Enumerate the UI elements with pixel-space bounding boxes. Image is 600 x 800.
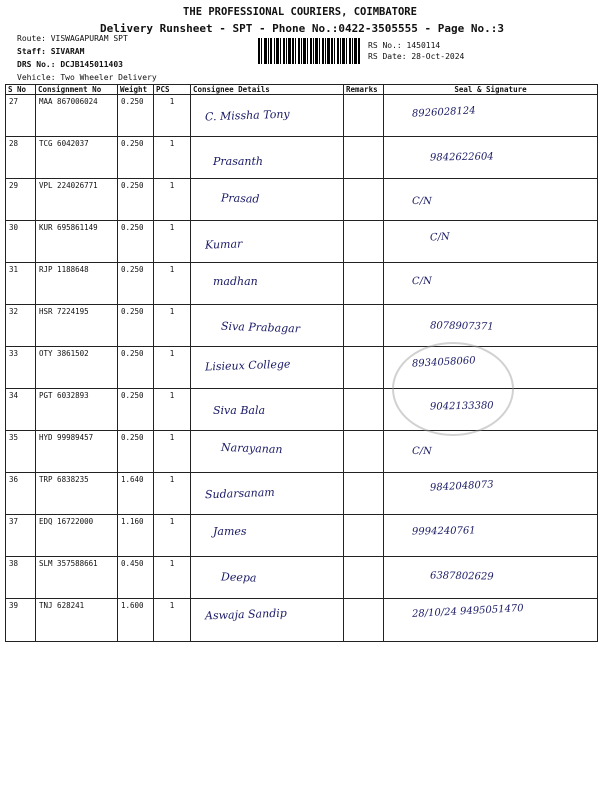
staff-label: Staff: SIVARAM <box>17 47 85 56</box>
row-consignment-no: HYD 99989457 <box>36 431 118 473</box>
table-row <box>6 305 598 347</box>
row-sno: 29 <box>6 179 36 221</box>
handwritten-consignee-name: Prasanth <box>213 154 264 168</box>
col-header-signature: Seal & Signature <box>384 85 598 95</box>
courier-seal-stamp <box>392 342 514 436</box>
row-remarks <box>344 431 384 473</box>
row-sno: 38 <box>6 557 36 599</box>
handwritten-signature: 9842622604 <box>429 151 494 164</box>
row-sno: 39 <box>6 599 36 642</box>
row-sno: 27 <box>6 95 36 137</box>
row-pcs: 1 <box>154 263 191 305</box>
runsheet-table <box>5 84 598 642</box>
handwritten-signature: C/N <box>411 445 432 457</box>
row-consignee-details <box>191 263 344 305</box>
row-pcs: 1 <box>154 179 191 221</box>
table-header-row <box>6 85 598 95</box>
row-remarks <box>344 95 384 137</box>
row-consignee-details <box>191 179 344 221</box>
handwritten-consignee-name: Sudarsanam <box>204 486 275 502</box>
row-sno: 37 <box>6 515 36 557</box>
row-weight: 0.250 <box>118 137 154 179</box>
handwritten-consignee-name: Aswaja Sandip <box>204 606 288 623</box>
row-weight: 0.250 <box>118 179 154 221</box>
row-consignment-no: KUR 695861149 <box>36 221 118 263</box>
handwritten-consignee-name: Deepa <box>220 569 257 585</box>
table-row <box>6 473 598 515</box>
row-sno: 28 <box>6 137 36 179</box>
row-sno: 36 <box>6 473 36 515</box>
row-consignee-details <box>191 599 344 642</box>
handwritten-consignee-name: Lisieux College <box>204 357 291 374</box>
table-row <box>6 137 598 179</box>
row-remarks <box>344 221 384 263</box>
row-signature <box>384 515 598 557</box>
row-pcs: 1 <box>154 305 191 347</box>
row-signature <box>384 305 598 347</box>
col-header-weight: Weight <box>118 85 154 95</box>
row-signature <box>384 95 598 137</box>
row-remarks <box>344 515 384 557</box>
row-sno: 33 <box>6 347 36 389</box>
table-row <box>6 221 598 263</box>
handwritten-signature: 9842048073 <box>429 479 494 495</box>
row-pcs: 1 <box>154 389 191 431</box>
table-row <box>6 95 598 137</box>
row-consignee-details <box>191 389 344 431</box>
row-consignment-no: TNJ 628241 <box>36 599 118 642</box>
table-row <box>6 599 598 642</box>
table-row <box>6 515 598 557</box>
row-remarks <box>344 473 384 515</box>
row-weight: 0.250 <box>118 95 154 137</box>
table-row <box>6 263 598 305</box>
row-signature <box>384 221 598 263</box>
col-header-sno: S No <box>6 85 36 95</box>
col-header-pcs: PCS <box>154 85 191 95</box>
row-consignee-details <box>191 95 344 137</box>
handwritten-signature: 9042133380 <box>429 400 494 413</box>
row-sno: 30 <box>6 221 36 263</box>
route-label: Route: VISWAGAPURAM SPT <box>17 34 128 43</box>
handwritten-consignee-name: Prasad <box>220 191 260 206</box>
row-pcs: 1 <box>154 95 191 137</box>
table-row <box>6 431 598 473</box>
handwritten-consignee-name: Siva Bala <box>213 404 266 418</box>
handwritten-signature: 6387802629 <box>429 570 494 583</box>
handwritten-consignee-name: C. Missha Tony <box>204 107 290 124</box>
handwritten-consignee-name: madhan <box>213 275 258 289</box>
row-signature <box>384 473 598 515</box>
row-sno: 32 <box>6 305 36 347</box>
row-pcs: 1 <box>154 473 191 515</box>
row-remarks <box>344 179 384 221</box>
row-signature <box>384 599 598 642</box>
row-remarks <box>344 557 384 599</box>
col-header-consignment: Consignment No <box>36 85 118 95</box>
handwritten-signature: 8078907371 <box>429 320 494 333</box>
row-signature <box>384 431 598 473</box>
row-weight: 0.250 <box>118 347 154 389</box>
row-consignment-no: OTY 3861502 <box>36 347 118 389</box>
rs-date: RS Date: 28-Oct-2024 <box>368 52 465 61</box>
row-consignee-details <box>191 137 344 179</box>
company-title: THE PROFESSIONAL COURIERS, COIMBATORE <box>183 6 417 18</box>
row-consignment-no: TRP 6838235 <box>36 473 118 515</box>
row-weight: 1.600 <box>118 599 154 642</box>
row-pcs: 1 <box>154 431 191 473</box>
row-signature <box>384 263 598 305</box>
rs-number: RS No.: 1450114 <box>368 41 441 50</box>
handwritten-signature: 8926028124 <box>411 105 476 120</box>
handwritten-signature: C/N <box>429 231 451 244</box>
row-consignment-no: HSR 7224195 <box>36 305 118 347</box>
row-remarks <box>344 263 384 305</box>
row-pcs: 1 <box>154 599 191 642</box>
row-consignment-no: VPL 224026771 <box>36 179 118 221</box>
row-consignee-details <box>191 347 344 389</box>
row-consignment-no: PGT 6032893 <box>36 389 118 431</box>
row-weight: 0.250 <box>118 221 154 263</box>
runsheet-subtitle: Delivery Runsheet - SPT - Phone No.:0422-3505555 - Page No.:3 <box>100 22 504 35</box>
row-sno: 34 <box>6 389 36 431</box>
row-pcs: 1 <box>154 347 191 389</box>
row-weight: 0.250 <box>118 305 154 347</box>
row-remarks <box>344 305 384 347</box>
row-consignment-no: MAA 867006024 <box>36 95 118 137</box>
row-weight: 0.250 <box>118 431 154 473</box>
handwritten-consignee-name: Kumar <box>204 237 243 252</box>
row-remarks <box>344 389 384 431</box>
handwritten-consignee-name: Siva Prabagar <box>220 319 301 336</box>
handwritten-signature: 8934058060 <box>411 354 476 370</box>
handwritten-signature: 28/10/24 9495051470 <box>411 603 524 621</box>
row-consignee-details <box>191 305 344 347</box>
row-consignment-no: SLM 357588661 <box>36 557 118 599</box>
row-weight: 0.250 <box>118 389 154 431</box>
handwritten-consignee-name: Narayanan <box>220 440 283 456</box>
handwritten-signature: C/N <box>411 276 432 288</box>
row-weight: 1.640 <box>118 473 154 515</box>
row-signature <box>384 557 598 599</box>
handwritten-signature: 9994240761 <box>411 525 476 538</box>
drs-number: DRS No.: DCJB145011403 <box>17 60 123 69</box>
row-pcs: 1 <box>154 221 191 263</box>
row-remarks <box>344 599 384 642</box>
handwritten-signature: C/N <box>411 196 432 208</box>
row-sno: 35 <box>6 431 36 473</box>
row-consignee-details <box>191 473 344 515</box>
table-row <box>6 179 598 221</box>
row-consignment-no: TCG 6042037 <box>36 137 118 179</box>
row-consignee-details <box>191 431 344 473</box>
handwritten-consignee-name: James <box>213 525 247 538</box>
row-pcs: 1 <box>154 137 191 179</box>
vehicle-label: Vehicle: Two Wheeler Delivery <box>17 73 157 82</box>
row-signature <box>384 137 598 179</box>
row-consignment-no: RJP 1188648 <box>36 263 118 305</box>
row-weight: 0.250 <box>118 263 154 305</box>
row-consignee-details <box>191 557 344 599</box>
row-remarks <box>344 137 384 179</box>
row-consignee-details <box>191 515 344 557</box>
barcode-icon <box>258 38 360 64</box>
row-pcs: 1 <box>154 515 191 557</box>
row-pcs: 1 <box>154 557 191 599</box>
row-consignment-no: EDQ 16722000 <box>36 515 118 557</box>
row-remarks <box>344 347 384 389</box>
row-weight: 1.160 <box>118 515 154 557</box>
col-header-remarks: Remarks <box>344 85 384 95</box>
row-weight: 0.450 <box>118 557 154 599</box>
table-row <box>6 557 598 599</box>
row-signature <box>384 179 598 221</box>
row-consignee-details <box>191 221 344 263</box>
col-header-consignee: Consignee Details <box>191 85 344 95</box>
row-sno: 31 <box>6 263 36 305</box>
